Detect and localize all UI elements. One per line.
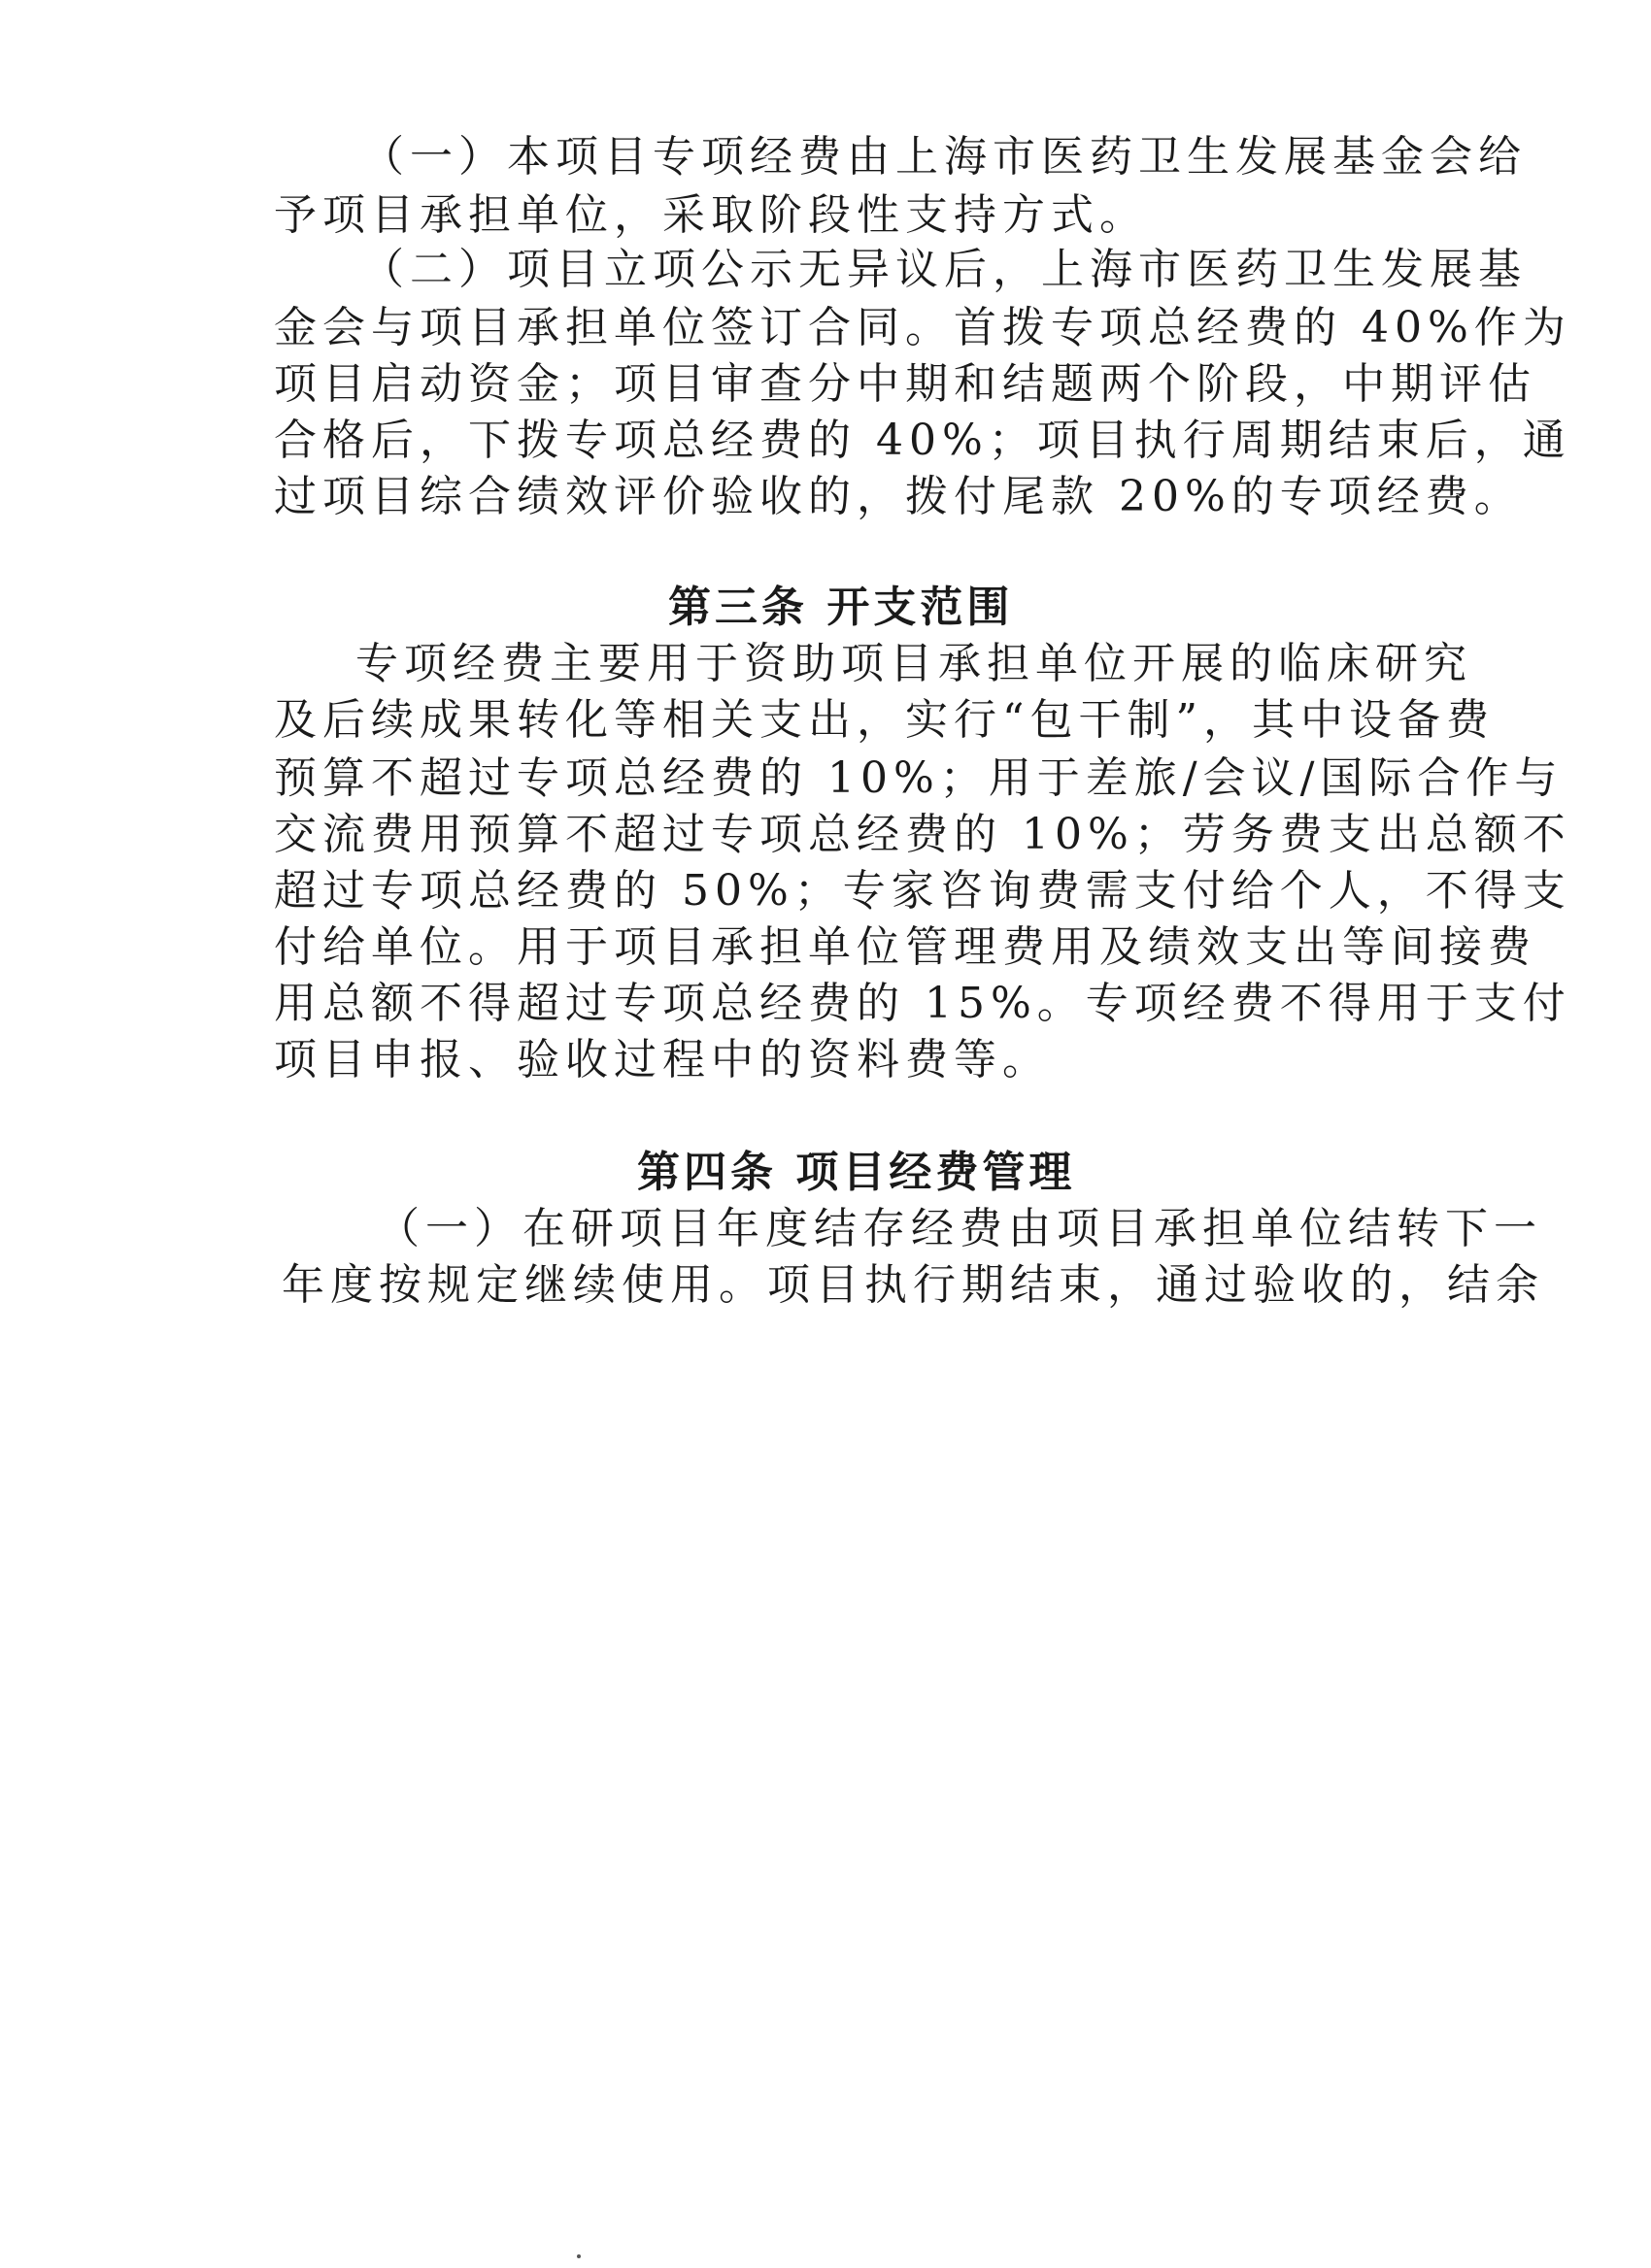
article-3-heading: 第三条 开支范围 — [668, 583, 1014, 632]
text-line: 项目启动资金；项目审查分中期和结题两个阶段，中期评估 — [274, 359, 1536, 409]
text-line: 用总额不得超过专项总经费的 15%。专项经费不得用于支付 — [274, 979, 1571, 1028]
text-line: 过项目综合绩效评价验收的，拨付尾款 20%的专项经费。 — [274, 472, 1523, 521]
text-line: 交流费用预算不超过专项总经费的 10%；劳务费支出总额不 — [274, 810, 1571, 859]
text-line: 预算不超过专项总经费的 10%；用于差旅/会议/国际合作与 — [274, 753, 1564, 803]
scan-speck — [577, 2254, 581, 2258]
text-line: 予项目承担单位，采取阶段性支持方式。 — [274, 190, 1148, 240]
text-line: 专项经费主要用于资助项目承担单位开展的临床研究 — [355, 639, 1472, 688]
text-line: （一）本项目专项经费由上海市医药卫生发展基金会给 — [361, 132, 1527, 182]
text-line: 合格后，下拨专项总经费的 40%；项目执行周期结束后，通 — [274, 416, 1571, 465]
text-line: 年度按规定继续使用。项目执行期结束，通过验收的，结余 — [282, 1260, 1544, 1310]
article-4-heading: 第四条 项目经费管理 — [637, 1148, 1076, 1197]
text-line: 超过专项总经费的 50%；专家咨询费需支付给个人，不得支 — [274, 866, 1571, 916]
text-line: 付给单位。用于项目承担单位管理费用及绩效支出等间接费 — [274, 922, 1536, 972]
text-line: 金会与项目承担单位签订合同。首拨专项总经费的 40%作为 — [274, 303, 1571, 352]
text-line: 项目申报、验收过程中的资料费等。 — [274, 1035, 1051, 1084]
text-line: （一）在研项目年度结存经费由项目承担单位结转下一 — [377, 1204, 1542, 1253]
text-line: 及后续成果转化等相关支出，实行“包干制”，其中设备费 — [274, 695, 1495, 745]
text-line: （二）项目立项公示无异议后，上海市医药卫生发展基 — [361, 245, 1527, 294]
